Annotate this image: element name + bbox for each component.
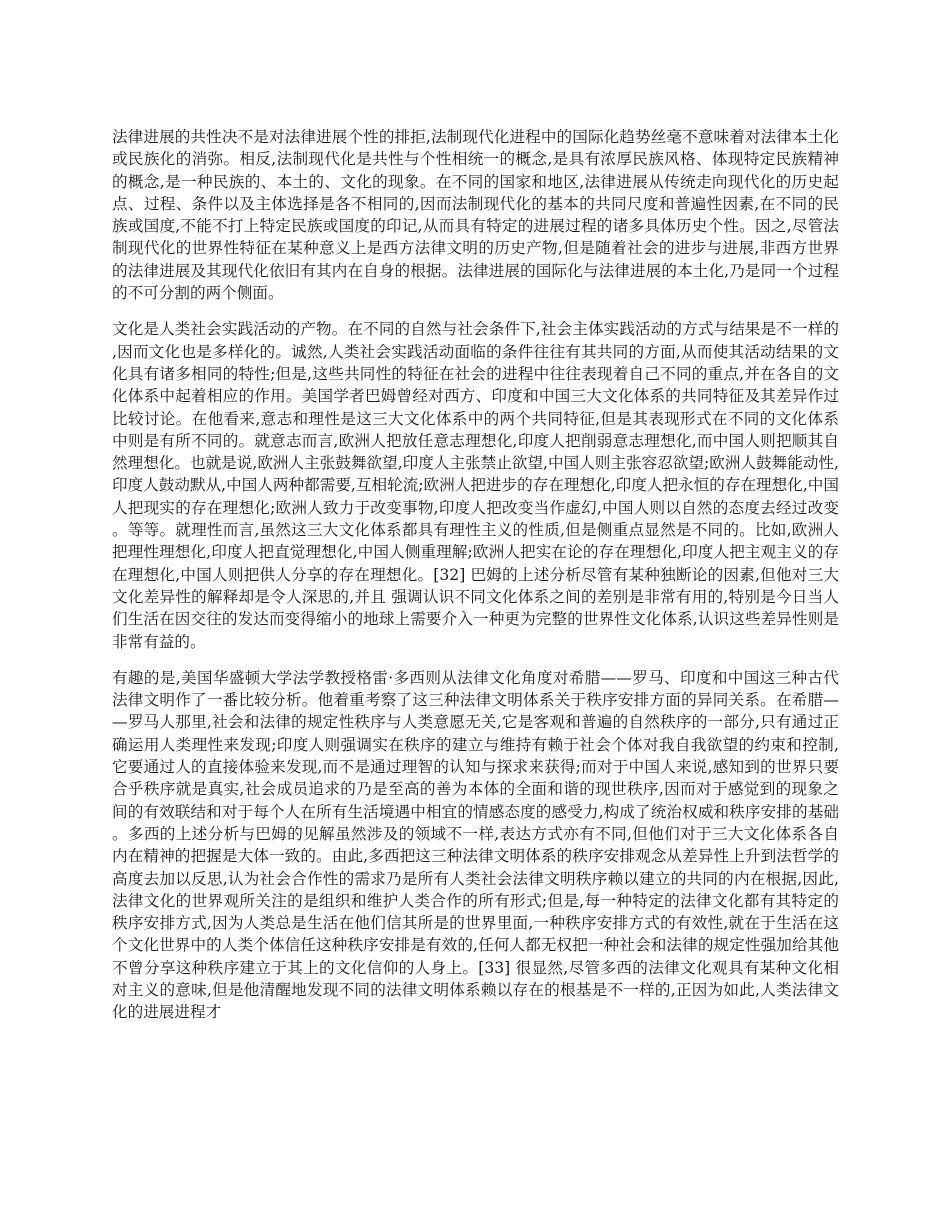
paragraph-law-development-localization: 法律进展的共性决不是对法律进展个性的排拒,法制现代化进程中的国际化趋势丝毫不意味着对法律本土化或民族化的消弥。相反,法制现代化是共性与个性相统一的概念,是具有浓厚民族风格、体现特定民族精神的概念,是一种民族的、本土的、文化的现象。在不同的国家和地区,法律进展从传统走向现代化的历史起点、过程、条件以及主体选择是各不相同的,因而法制现代化的基本的共同尺度和普遍性因素,在不同的民族或国度,不能不打上特定民族或国度的印记,从而具有特定的进展过程的诸多具体历史个性。因之,尽管法制现代化的世界性特征在某种意义上是西方法律文明的历史产物,但是随着社会的进步与进展,非西方世界的法律进展及其现代化依旧有其内在自身的根据。法律进展的国际化与法律进展的本土化,乃是同一个过程的不可分割的两个侧面。 xyxy=(112,128,839,303)
document-body xyxy=(112,126,839,1024)
paragraph-dorsey-legal-culture: 有趣的是,美国华盛顿大学法学教授格雷·多西则从法律文化角度对希腊——罗马、印度和中国这三种古代法律文明作了一番比较分析。他着重考察了这三种法律文明体系关于秩序安排方面的异同关系。在希腊——罗马人那里,社会和法律的规定性秩序与人类意愿无关,它是客观和普遍的自然秩序的一部分,只有通过正确运用人类理性来发现;印度人则强调实在秩序的建立与维持有赖于社会个体对我自我欲望的约束和控制,它要通过人的直接体验来发现,而不是通过理智的认知与探求来获得;而对于中国人来说,感知到的世界只要合乎秩序就是真实,社会成员追求的乃是至高的善为本体的全面和谐的现世秩序,因而对于感觉到的现象之间的有效联结和对于每个人在所有生活境遇中相宜的情感态度的感受力,构成了统治权威和秩序安排的基础。多西的上述分析与巴姆的见解虽然涉及的领域不一样,表达方式亦有不同,但他们对于三大文化体系各自内在精神的把握是大体一致的。由此,多西把这三种法律文明体系的秩序安排观念从差异性上升到法哲学的高度去加以反思,认为社会合作性的需求乃是所有人类社会法律文明秩序赖以建立的共同的内在根据,因此,法律文化的世界观所关注的是组织和维护人类合作的所有形式;但是,每一种特定的法律文化都有其特定的秩序安排方式,因为人类总是生活在他们信其所是的世界里面,一种秩序安排方式的有效性,就在于生活在这个文化世界中的人类个体信任这种秩序安排是有效的,任何人都无权把一种社会和法律的规定性强加给其他不曾分享这种秩序建立于其上的文化信仰的人身上。[33] 很显然,尽管多西的法律文化观具有某种文化相对主义的意味,但是他清醒地发现不同的法律文明体系赖以存在的根基是不一样的,正因为如此,人类法律文化的进展进程才 xyxy=(112,668,839,1022)
paragraph-culture-bahm-comparison: 文化是人类社会实践活动的产物。在不同的自然与社会条件下,社会主体实践活动的方式与结果是不一样的,因而文化也是多样化的。诚然,人类社会实践活动面临的条件往往有其共同的方面,从而使其活动结果的文化具有诸多相同的特性;但是,这些共同性的特征在社会的进程中往往表现着自己不同的重点,并在各自的文化体系中起着相应的作用。美国学者巴姆曾经对西方、印度和中国三大文化体系的共同特征及其差异作过比较讨论。在他看来,意志和理性是这三大文化体系中的两个共同特征,但是其表现形式在不同的文化体系中则是有所不同的。就意志而言,欧洲人把放任意志理想化,印度人把削弱意志理想化,而中国人则把顺其自然理想化。也就是说,欧洲人主张鼓舞欲望,印度人主张禁止欲望,中国人则主张容忍欲望;欧洲人鼓舞能动性,印度人鼓动默从,中国人两种都需要,互相轮流;欧洲人把进步的存在理想化,印度人把永恒的存在理想化,中国人把现实的存在理想化;欧洲人致力于改变事物,印度人把改变当作虚幻,中国人则以自然的态度去经过改变。等等。就理性而言,虽然这三大文化体系都具有理性主义的性质,但是侧重点显然是不同的。比如,欧洲人把理性理想化,印度人把直觉理想化,中国人侧重理解;欧洲人把实在论的存在理想化,印度人把主观主义的存在理想化,中国人则把供人分享的存在理想化。[32] 巴姆的上述分析尽管有某种独断论的因素,但他对三大文化差异性的解释却是令人深思的,并且 强调认识不同文化体系之间的差别是非常有用的,特别是今日当人们生活在因交往的发达而变得缩小的地球上需要介入一种更为完整的世界性文化体系,认识这些差异性则是非常有益的。 xyxy=(112,320,839,651)
